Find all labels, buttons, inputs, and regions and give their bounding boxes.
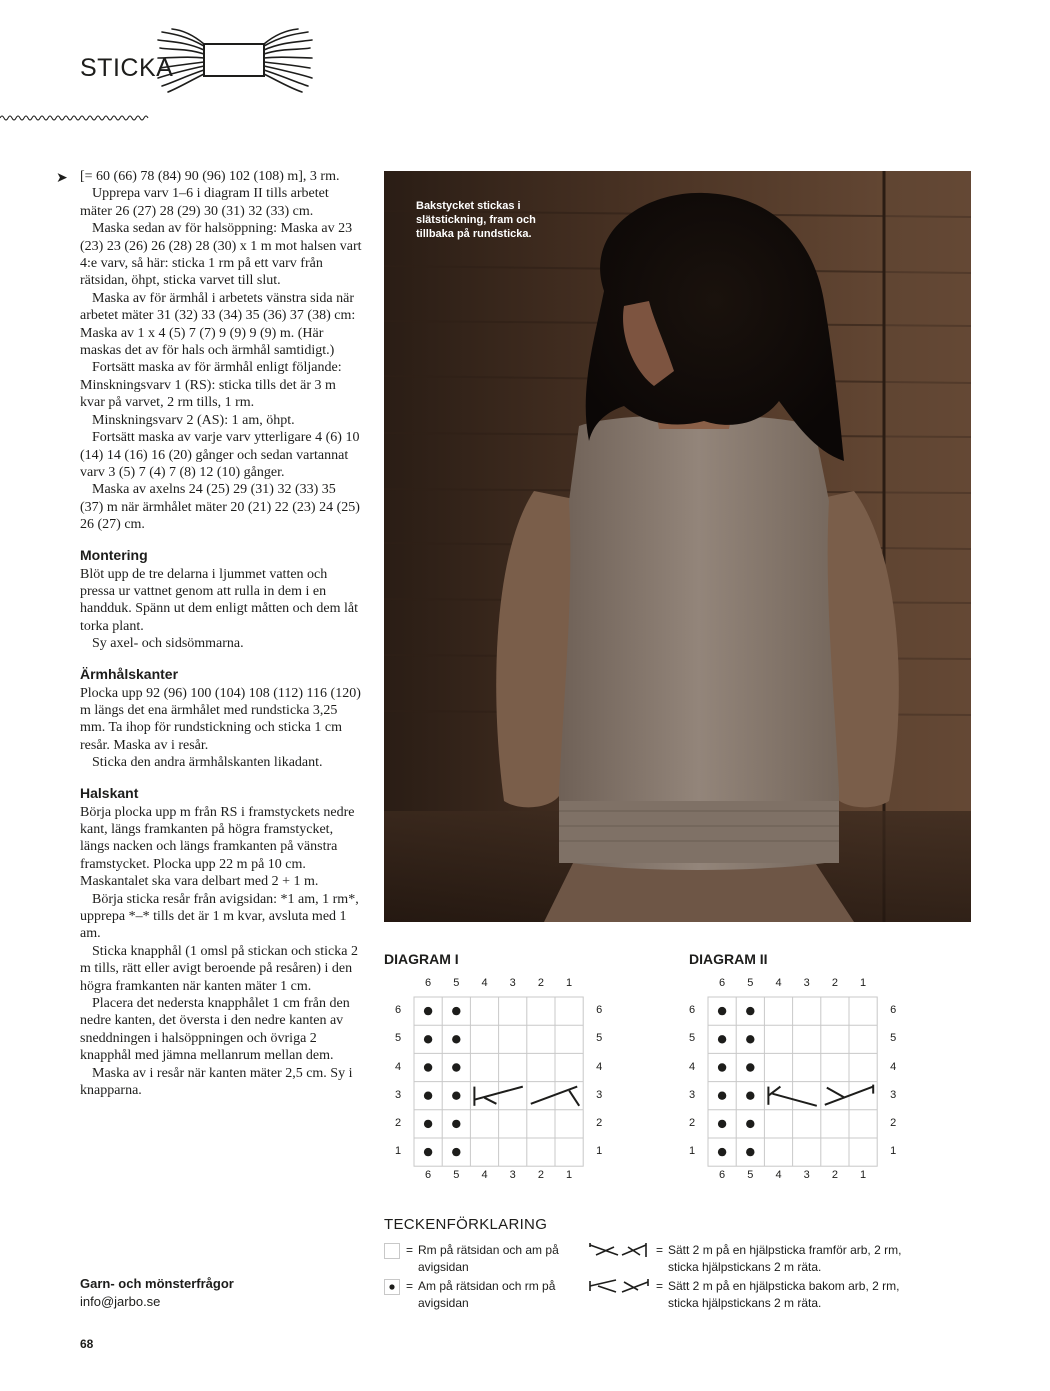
purl-dot <box>746 1120 754 1128</box>
dot-square-symbol-icon <box>384 1279 400 1295</box>
diagram-row-label: 5 <box>394 1032 402 1045</box>
diagram-column-label: 6 <box>425 977 432 989</box>
diagram-column-label: 4 <box>775 977 782 989</box>
purl-dot <box>718 1063 726 1071</box>
diagram-row-label: 3 <box>596 1088 603 1101</box>
cable-back-symbol-icon <box>588 1278 650 1294</box>
diagram-column-label: 3 <box>509 1169 516 1182</box>
diagram-grid <box>708 997 877 1166</box>
diagram-column-label: 6 <box>719 977 726 989</box>
diagram-row-label: 6 <box>890 1004 897 1017</box>
legend-title: TECKENFÖRKLARING <box>384 1216 548 1233</box>
diagram-2 <box>708 997 877 1166</box>
diagram-column-label: 5 <box>747 977 754 989</box>
diagram-grid <box>414 997 583 1166</box>
diagram-column-label: 5 <box>453 1169 460 1182</box>
diagram-column-label: 1 <box>566 977 573 989</box>
pattern-paragraph: Sticka den andra ärmhålskanten likadant. <box>92 755 323 771</box>
diagram-row-label: 4 <box>688 1060 696 1073</box>
diagram-row-label: 2 <box>890 1116 897 1129</box>
diagram-column-label: 2 <box>537 1169 544 1182</box>
pattern-text-column <box>80 168 362 1100</box>
diagram-row-label: 3 <box>394 1088 402 1101</box>
diagram-row-label: 5 <box>688 1032 696 1045</box>
pattern-paragraph: [= 60 (66) 78 (84) 90 (96) 102 (108) m], 3 rm. <box>80 169 340 184</box>
diagram-column-label: 6 <box>719 1169 726 1182</box>
diagram-row-label: 3 <box>688 1088 696 1101</box>
diagram-row-label: 3 <box>890 1088 897 1101</box>
diagram-column-label: 4 <box>481 1169 488 1182</box>
diagram-row-label: 4 <box>596 1060 603 1073</box>
empty-square-symbol-icon <box>384 1243 400 1259</box>
purl-dot <box>424 1092 432 1100</box>
diagram-row-label: 6 <box>688 1004 696 1017</box>
section-title: STICKA <box>80 54 174 82</box>
diagram-row-label: 2 <box>394 1116 402 1129</box>
pattern-paragraph: Sy axel- och sidsömmarna. <box>92 636 244 652</box>
purl-dot <box>452 1092 460 1100</box>
diagram-1-title: DIAGRAM I <box>384 951 459 967</box>
photo-illustration <box>384 171 971 922</box>
diagram-column-label: 3 <box>803 1169 810 1182</box>
diagram-row-label: 1 <box>890 1145 897 1158</box>
pattern-paragraph: Maska sedan av för halsöppning: Maska av 23 (23) 23 (26) 26 (28) 28 (30) x 1 m mot halsen vart 4:e varv, så här: sticka 1 rm på ett varv från rätsidan, öhpt, sticka varvet till slut. <box>80 221 362 289</box>
pattern-paragraph: Placera det nedersta knapphålet 1 cm från den nedre kanten, det översta i den nedre kanten av sneddningen i halsöppningen och övriga 2 knapphål med jämna mellanrum mellan dem. <box>80 996 350 1064</box>
purl-dot <box>746 1092 754 1100</box>
pattern-paragraph: Börja sticka resår från avigsidan: *1 am, 1 rm*, upprepa *–* tills det är 1 m kvar, avsluta med 1 am. <box>80 891 359 942</box>
diagram-column-label: 5 <box>453 977 460 989</box>
diagram-column-label: 3 <box>803 977 810 989</box>
diagram-row-label: 6 <box>394 1004 402 1017</box>
section-header <box>0 28 360 98</box>
purl-dot <box>718 1007 726 1015</box>
pattern-paragraph: Sticka knapphål (1 omsl på stickan och sticka 2 m tills, rätt eller avigt beroende på resåren) i den högra framkanten när kanten mäter 1 cm. <box>80 943 358 994</box>
pattern-paragraph: Upprepa varv 1–6 i diagram II tills arbetet mäter 26 (27) 28 (29) 30 (31) 32 (33) cm. <box>80 186 329 219</box>
purl-dot <box>718 1092 726 1100</box>
pattern-paragraph: Maska av i resår när kanten mäter 2,5 cm. Sy i knapparna. <box>80 1065 353 1099</box>
purl-dot <box>746 1007 754 1015</box>
purl-dot <box>718 1035 726 1043</box>
diagram-row-label: 4 <box>394 1060 402 1073</box>
pattern-paragraph: Plocka upp 92 (96) 100 (104) 108 (112) 116 (120) m längs det ena ärmhålet med rundsticka 3,25 mm. Ta ihop för rundstickning och sticka 1 cm resår. Maska av i resår. <box>80 685 361 753</box>
diagram-row-label: 1 <box>394 1145 402 1158</box>
diagram-row-label: 2 <box>688 1116 696 1129</box>
continuation-arrow-icon: ➤ <box>56 171 68 186</box>
pattern-paragraph: Maska av för ärmhål i arbetets vänstra sida när arbetet mäter 31 (32) 33 (34) 35 (36) 37 (38) cm: Maska av 1 x 4 (5) 7 (7) 9 (9) 9 (9) m. (Här maskas det av för hals och ärmhål samtidigt.) <box>80 290 356 359</box>
purl-dot <box>452 1007 460 1015</box>
diagram-row-label: 6 <box>596 1004 603 1017</box>
yarn-skein-icon <box>156 28 314 94</box>
diagram-row-label: 4 <box>890 1060 897 1073</box>
diagram-column-label: 2 <box>831 977 838 989</box>
purl-dot <box>424 1007 432 1015</box>
purl-dot <box>452 1120 460 1128</box>
section-heading: Montering <box>80 546 148 563</box>
diagram-column-label: 3 <box>509 977 516 989</box>
contact-email: info@jarbo.se <box>80 1294 161 1309</box>
purl-dot <box>424 1148 432 1156</box>
diagram-column-label: 2 <box>537 977 544 989</box>
diagram-column-label: 6 <box>425 1169 432 1182</box>
diagram-column-label: 1 <box>860 977 867 989</box>
purl-dot <box>452 1035 460 1043</box>
diagram-row-label: 5 <box>890 1032 897 1045</box>
pattern-paragraph: Blöt upp de tre delarna i ljummet vatten och pressa ur vattnet genom att rulla in dem i en handduk. Spänn ut dem enligt måtten och dem låt torka plant. <box>80 566 358 634</box>
section-heading: Ärmhålskanter <box>80 665 179 682</box>
model-photo <box>384 171 971 922</box>
pattern-paragraph: Fortsätt maska av för ärmhål enligt följande: Minskningsvarv 1 (RS): sticka tills det är 3 m kvar på varvet, 2 rm tills, 1 rm. <box>80 360 342 411</box>
contact-block <box>80 1275 360 1311</box>
pattern-paragraph: Maska av axelns 24 (25) 29 (31) 32 (33) 35 (37) m när ärmhålet mäter 20 (21) 22 (23) 24 (25) 26 (27) cm. <box>80 482 360 533</box>
purl-dot <box>746 1148 754 1156</box>
section-heading: Halskant <box>80 784 139 801</box>
diagram-column-label: 5 <box>747 1169 754 1182</box>
purl-dot <box>452 1148 460 1156</box>
purl-dot <box>718 1148 726 1156</box>
purl-dot <box>718 1120 726 1128</box>
diagram-row-label: 5 <box>596 1032 603 1045</box>
diagram-column-label: 4 <box>481 977 488 989</box>
header-wavy-rule <box>0 114 150 122</box>
diagram-row-label: 2 <box>596 1116 603 1129</box>
purl-dot <box>424 1035 432 1043</box>
diagram-column-label: 4 <box>775 1169 782 1182</box>
cable-front-symbol-icon <box>588 1242 650 1258</box>
purl-dot <box>452 1063 460 1071</box>
page-number: 68 <box>80 1337 94 1351</box>
purl-dot <box>746 1035 754 1043</box>
diagram-row-label: 1 <box>596 1145 603 1158</box>
purl-dot <box>424 1120 432 1128</box>
diagram-1 <box>414 997 583 1166</box>
contact-title: Garn- och mönsterfrågor <box>80 1276 234 1291</box>
pattern-paragraph: Börja plocka upp m från RS i framstyckets nedre kant, längs framkanten på högra framstycket, längs nacken och längs framkanten på vänstra framstycket. Plocka upp 22 m på 10 cm. Maskantalet ska vara delbart med 2 + 1 m. <box>80 804 355 890</box>
diagram-row-label: 1 <box>688 1145 696 1158</box>
photo-caption: Bakstycket stickas i slätstickning, fram och tillbaka på rundsticka. <box>416 200 536 240</box>
diagram-column-label: 1 <box>860 1169 867 1182</box>
pattern-paragraph: Fortsätt maska av varje varv ytterligare 4 (6) 10 (14) 14 (16) 16 (20) gånger och sedan vartannat varv 3 (5) 7 (4) 7 (8) 12 (10) gånger. <box>80 430 360 480</box>
pattern-paragraph: Minskningsvarv 2 (AS): 1 am, öhpt. <box>92 412 295 428</box>
purl-dot <box>424 1063 432 1071</box>
diagram-column-label: 1 <box>566 1169 573 1182</box>
diagram-2-title: DIAGRAM II <box>689 951 768 967</box>
diagram-column-label: 2 <box>831 1169 838 1182</box>
purl-dot <box>746 1063 754 1071</box>
